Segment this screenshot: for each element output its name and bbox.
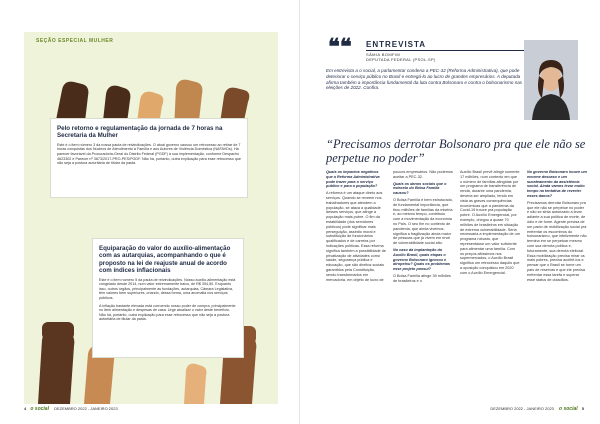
- interview-question: Quais os impactos negativos que a Reforma Administrativa pode trazer para o serviço público e para a população?: [326, 170, 380, 189]
- section-header: SEÇÃO ESPECIAL MULHER: [36, 38, 114, 44]
- interview-question: No caso da implantação do Auxílio Brasil, quais etapas o governo Bolsonaro ignorou e atropelou? Quais os problemas esse projeto possui?: [393, 247, 450, 272]
- interview-answer: Precisamos derrotar Bolsonaro pra que ele não se perpetue no poder e não se sinta autorizado a levar adiante a sua política de morte, de ódio e de fome. Agente precisa de um pacto de mobilização social pra enfrentar os escombros do bolsonarismo, que infelizmente não termina em se perpetuar mesmo com sua derrota política e, futuramente, sua derrota eleitoral. Essa mobilização precisa mirar os mais pobres, precisa acolhê-los e pensar que o Brasil se torne um país de reservas e que ele precisa enfrentar essa tarefa e superar esse status de cidadãos.: [527, 200, 587, 282]
- column-3: [460, 170, 520, 278]
- interviewee-role: DEPUTADA FEDERAL (PSOL-SP): [366, 57, 436, 62]
- column-1: [326, 170, 386, 284]
- interview-columns: [326, 170, 588, 402]
- interview-section-label: ENTREVISTA: [366, 40, 427, 49]
- card2-title: Equiparação do valor do auxílio-alimentação com as autarquias, acompanhando o que é proposto na lei de reajuste anual de acordo com índices inflacionais: [99, 245, 231, 275]
- card2-body1: Este é o item número 5 da pauta de reivindicações. Nosso auxílio-alimentação está congelado desde 2014, num valor extremamente baixo, de R$ 394,50. Enquanto isso, outros órgãos, principalmente as fundações, autarquias, Câmara Legislativa, têm valores bem superiores, criando, dessa forma, uma anomalia nos serviços públicos.: [99, 277, 236, 300]
- interview-question: No governo Bolsonaro houve um enorme descaso e um sucateamento da assistência social. Ainda vamos levar muito tempo na tentativa de reverter esses danos?: [527, 170, 587, 198]
- left-footer-date: DEZEMBRO 2022 - JANEIRO 2023: [54, 406, 118, 411]
- card2-body2: A inflação bastante elevada está corroendo nosso poder de compra, principalmente no item alimentação e despesas de casa. Urge atualizar o valor deste benefício. Não há, portanto, outra explicação para esse retrocesso que não seja a postura autoritária de titular da pasta.: [99, 303, 236, 322]
- right-footer: [490, 406, 584, 412]
- left-page-number: 4: [24, 406, 27, 411]
- column-4: [527, 170, 587, 284]
- interview-answer: poucos empresários. Não podemos aceitar a PEC-32.: [393, 170, 453, 179]
- right-footer-brand: o social: [559, 406, 578, 412]
- auxilio-alimentacao-card: [92, 238, 244, 358]
- portrait-illustration: [524, 40, 578, 120]
- interview-answer: O Bolsa Família atinge 39 milhões de brasileiros e o: [393, 273, 451, 283]
- interviewee-photo: [524, 40, 578, 120]
- interview-answer: Auxílio Brasil prevê atingir somente 17 milhões, num contexto em que o número de famílias atingidas por um programa de transferência de renda, durante uma pandemia, deveria ser ampliado, tendo em vista as graves consequências econômicas que a pandemia da Covid-19 trouxe pra população pobre. O Auxílio Emergencial, por exemplo, chegou a quase 70 milhões de brasileiros em situação de extrema vulnerabilidade. Seria necessária a implementação de um programa robusto, que representasse um valor suficiente para alimentar uma família. Com os preços altíssimos nos supermercados, o Auxílio Brasil significa um retrocesso daquilo que a oposição conquistou em 2020 com o Auxílio Emergencial.: [460, 170, 520, 275]
- left-footer-brand: o social: [30, 406, 49, 412]
- right-footer-date: DEZEMBRO 2022 - JANEIRO 2023: [490, 406, 554, 411]
- interview-headline: “Precisamos derrotar Bolsonaro pra que ele não se perpetue no poder”: [326, 137, 586, 165]
- card1-title: Pelo retorno e regulamentação da jornada de 7 horas na Secretaria da Mulher: [57, 125, 223, 140]
- left-footer: [24, 406, 118, 412]
- interview-answer: A reforma é um ataque direto aos serviços. Quando se reveem nos trabalhadores que atendem a população, se ataca a qualidade desses serviços, que atinge a população mais pobre. O fim da estabilidade (dos servidores públicos) pode significar mais perseguição, assédio moral e substituição de funcionários qualificados e de carreira por indicações políticas. Essa reforma significa também a possibilidade de privatização de atividades como saúde, segurança pública e educação, que são direitos sociais garantidos pela Constituição, sendo transformados em mercadoria, em objeto de lucro de: [326, 191, 386, 282]
- card1-body: Este é o item número 3 da nossa pauta de reivindicações. O atual governo causou um retrocesso ao retirar de 7 horas conquistas dos Núcleos de Atendimento à Família e aos Autores de Violência Doméstica (NAFAVDs). Há parecer favorável da Procuradoria-Geral do Distrito Federal (PGDF) à sua implementação, conforme Despacho 4623302 e Parecer nº 3673/2017-PRO-PES/PGDF. Não há, portanto, outra explicação para esse retrocesso que não seja a postura autoritária de titular da pasta.: [57, 142, 241, 166]
- interviewee-name: SÂMIA BOMFIM: [366, 52, 401, 57]
- jornada-7-horas-card: [50, 118, 248, 198]
- column-2: [393, 170, 453, 286]
- interview-answer: O Bolsa Família é bem estruturado, de fundamental importância, que tirou milhões de famílias da miséria e, ao mesmo tempo, contribuiu com a movimentação da economia no País. O seu fim no contexto de pandemia, que ainda vivemos, significa a fragilização ainda maior de pessoas que já vivem em nível de vulnerabilidade social alto.: [393, 197, 453, 246]
- interview-question: Quais os danos sociais que o esfacelo do Bolsa Família causou?: [393, 181, 447, 196]
- interview-intro: Em entrevista a o social, a parlamentar condena a PEC-32 (Reforma Administrativa), que pode deteriorar o serviço público no Brasil e entregá-lo ao lucro de grandes empresários. A deputada afirma também a importância fundamental da luta contra Bolsonaro e contra o bolsonarismo nas eleições de 2022. Confira.: [326, 68, 523, 91]
- quote-marks-icon: ❝❝: [328, 34, 352, 59]
- right-page-number: 5: [581, 406, 584, 411]
